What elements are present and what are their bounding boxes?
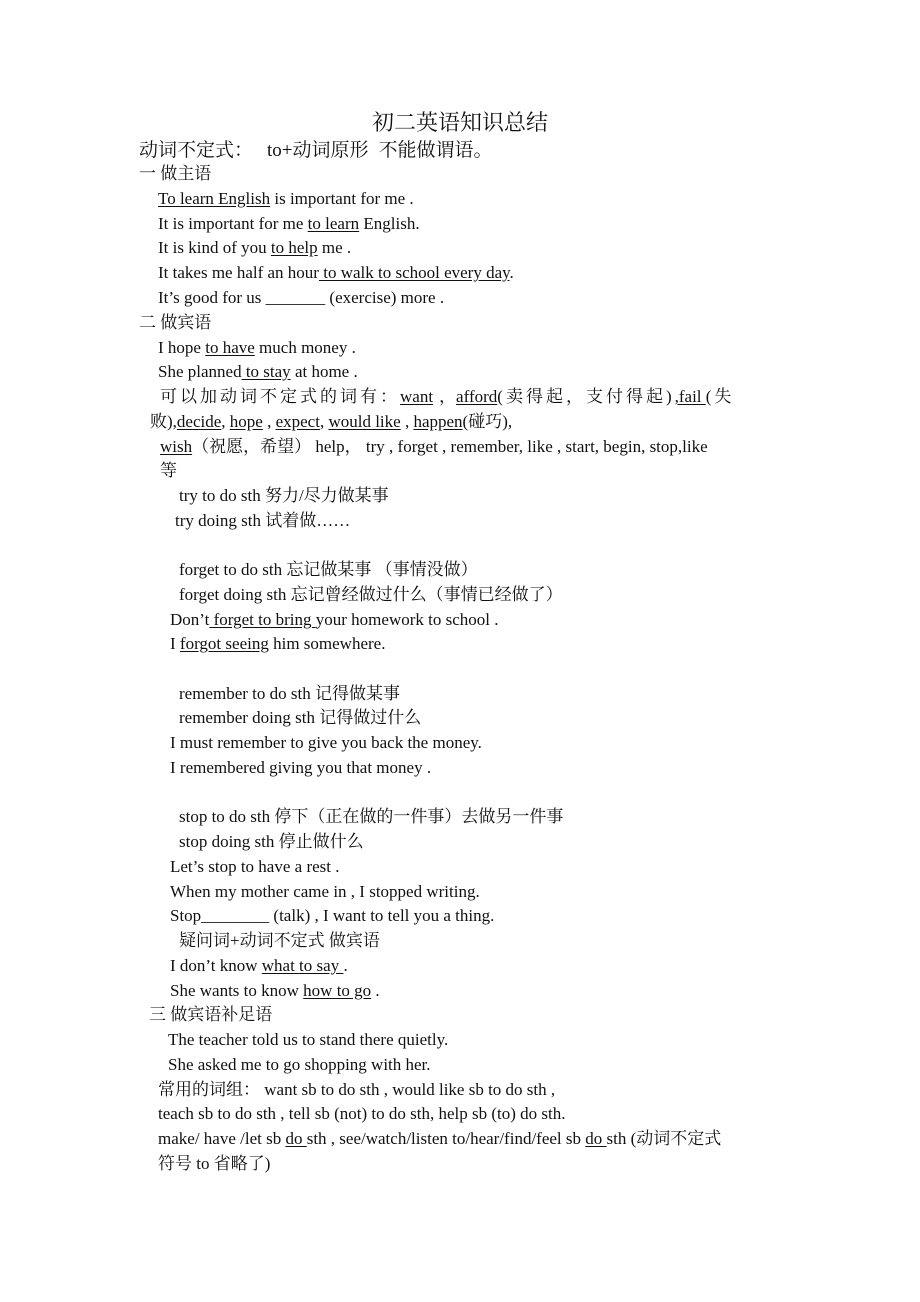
definition-term: 动词不定式：: [139, 140, 254, 161]
verb-gloss: (卖得起，支付得起): [497, 387, 675, 406]
separator: ,: [319, 412, 325, 431]
example-line: Let’s stop to have a rest .: [170, 857, 340, 876]
example-text: sth (动词不定式: [606, 1129, 722, 1148]
verb-afford: afford: [456, 387, 498, 406]
verb-wish: wish: [160, 437, 193, 456]
verb-would-like: would like: [328, 412, 401, 431]
phrase-list-line: teach sb to do sth , tell sb (not) to do sth, help sb (to) do sth.: [158, 1104, 566, 1123]
separator: ,: [172, 412, 177, 431]
phrase-list-line: [158, 1128, 721, 1150]
underlined-phrase: forget to bring: [209, 610, 316, 629]
example-text: I don’t know: [170, 956, 262, 975]
verb-want: want: [400, 387, 434, 406]
pattern-line: remember doing sth 记得做过什么: [179, 708, 422, 727]
example-line: [158, 237, 351, 259]
section-heading-object-complement: 三 做宾语补足语: [149, 1005, 273, 1024]
verb-decide: decide: [176, 412, 222, 431]
underlined-phrase: To learn English: [158, 189, 271, 208]
document-title: 初二英语知识总结: [371, 110, 548, 135]
definition-formula: to+动词原形: [267, 140, 369, 161]
example-text: Don’t: [170, 610, 210, 629]
example-text: She wants to know: [170, 981, 304, 1000]
verb-list-rest: （祝愿，希望） help， try , forget , remember, like , start, begin, stop,like: [192, 437, 708, 456]
example-text: I: [170, 634, 180, 653]
verb-list-end: 等: [160, 461, 177, 480]
underlined-phrase: to have: [205, 338, 255, 357]
definition-note: 不能做谓语。: [378, 140, 493, 161]
example-line: I remembered giving you that money .: [170, 758, 432, 777]
verb-expect: expect: [275, 412, 320, 431]
pattern-line: try to do sth 努力/尽力做某事: [179, 486, 389, 505]
pattern-line: remember to do sth 记得做某事: [179, 684, 400, 703]
separator: ,: [400, 412, 414, 431]
underlined-phrase: do: [285, 1129, 307, 1148]
verb-list-line: [150, 411, 512, 433]
example-text: .: [509, 263, 514, 282]
verb-gloss: (碰巧),: [462, 412, 513, 431]
example-text: your homework to school .: [315, 610, 499, 629]
section-heading-subject: 一 做主语: [139, 164, 212, 183]
example-text: It is kind of you: [158, 238, 271, 257]
infinitive-definition: [139, 138, 493, 164]
verb-list-intro: 可以加动词不定式的词有：: [160, 387, 400, 406]
pattern-line: forget to do sth 忘记做某事 （事情没做）: [179, 560, 478, 579]
verb-happen: happen: [413, 412, 463, 431]
exercise-line: Stop________ (talk) , I want to tell you a thing.: [170, 906, 495, 925]
example-line: The teacher told us to stand there quietly.: [168, 1030, 449, 1049]
example-line: [158, 262, 514, 284]
pattern-line: try doing sth 试着做……: [175, 511, 351, 530]
section-heading-object: 二 做宾语: [139, 313, 212, 332]
phrase-list-line: 符号 to 省略了): [158, 1154, 271, 1173]
verb-fail: ,fail: [674, 387, 706, 406]
verb-gloss: 败): [150, 412, 173, 431]
example-text: .: [371, 981, 380, 1000]
verb-gloss: (失: [705, 387, 735, 406]
example-line: [170, 980, 380, 1002]
underlined-phrase: forgot seeing: [179, 634, 269, 653]
example-text: him somewhere.: [268, 634, 386, 653]
example-text: me .: [317, 238, 352, 257]
verb-hope: hope: [229, 412, 263, 431]
verb-list-line: [160, 386, 734, 408]
underlined-phrase: do: [585, 1129, 607, 1148]
example-line: She asked me to go shopping with her.: [168, 1055, 431, 1074]
example-text: English.: [359, 214, 420, 233]
example-line: [170, 633, 385, 655]
example-text: She planned: [158, 362, 242, 381]
example-text: It is important for me: [158, 214, 308, 233]
pattern-line: stop to do sth 停下（正在做的一件事）去做另一件事: [179, 807, 564, 826]
example-line: [158, 188, 414, 210]
example-line: [158, 337, 356, 359]
separator: ，: [439, 387, 457, 406]
example-text: make/ have /let sb: [158, 1129, 286, 1148]
separator: ,: [262, 412, 276, 431]
exercise-line: It’s good for us _______ (exercise) more .: [158, 288, 445, 307]
pattern-line: forget doing sth 忘记曾经做过什么（事情已经做了）: [179, 585, 563, 604]
underlined-phrase: how to go: [303, 981, 372, 1000]
example-line: [170, 609, 499, 631]
underlined-phrase: to walk to school every day: [318, 263, 510, 282]
example-text: much money .: [254, 338, 356, 357]
example-text: sth , see/watch/listen to/hear/find/feel sb: [306, 1129, 586, 1148]
underlined-phrase: to stay: [241, 362, 291, 381]
example-text: is important for me .: [270, 189, 414, 208]
example-line: [158, 361, 358, 383]
underlined-phrase: to learn: [307, 214, 360, 233]
example-line: [158, 213, 420, 235]
pattern-line: 疑问词+动词不定式 做宾语: [179, 931, 380, 950]
pattern-line: stop doing sth 停止做什么: [179, 832, 364, 851]
example-text: I hope: [158, 338, 206, 357]
verb-list-line: [160, 436, 708, 458]
example-text: It takes me half an hour: [158, 263, 319, 282]
separator: ,: [221, 412, 226, 431]
example-line: I must remember to give you back the money.: [170, 733, 482, 752]
phrase-list-line: 常用的词组： want sb to do sth , would like sb to do sth ,: [158, 1080, 556, 1099]
example-text: at home .: [290, 362, 358, 381]
underlined-phrase: what to say: [261, 956, 344, 975]
example-line: [170, 955, 348, 977]
example-line: When my mother came in , I stopped writing.: [170, 882, 480, 901]
example-text: .: [343, 956, 348, 975]
underlined-phrase: to help: [270, 238, 318, 257]
